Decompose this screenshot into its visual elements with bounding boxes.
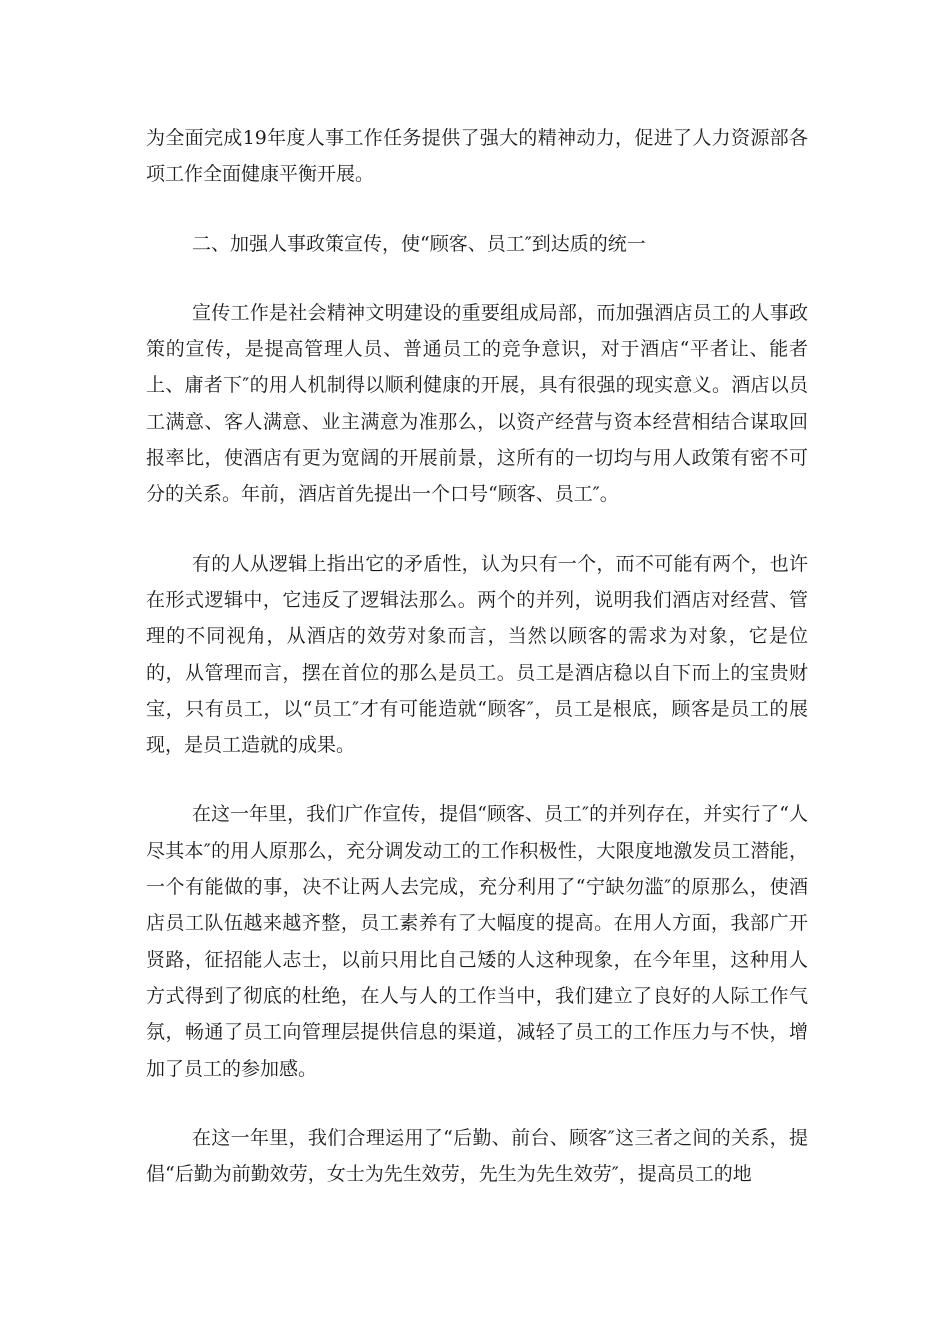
document-page xyxy=(146,120,808,1192)
paragraph-this-year-1: 在这一年里，我们广作宣传，提倡“顾客、员工″的并列存在，并实行了“人尽其本″的用人原那么，充分调发动工的工作积极性，大限度地激发员工潜能，一个有能做的事，决不让两人去完成，充分利用了“宁缺勿滥″的原那么，使酒店员工队伍越来越齐整，员工素养有了大幅度的提高。在用人方面，我部广开贤路，征招能人志士，以前只用比自己矮的人这种现象，在今年里，这种用人方式得到了彻底的杜绝，在人与人的工作当中，我们建立了良好的人际工作气氛，畅通了员工向管理层提供信息的渠道，减轻了员工的工作压力与不快，增加了员工的参加感。 xyxy=(146,803,808,1080)
paragraph-this-year-2: 在这一年里，我们合理运用了“后勤、前台、顾客″这三者之间的关系，提倡“后勤为前勤效劳，女士为先生效劳，先生为先生效劳″，提高员工的地 xyxy=(146,1126,808,1186)
section-heading: 二、加强人事政策宣传，使“顾客、员工″到达质的统一 xyxy=(192,232,646,255)
paragraph-continuation: 为全面完成19年度人事工作任务提供了强大的精神动力，促进了人力资源部各项工作全面健康平衡开展。 xyxy=(146,127,808,186)
paragraph-publicity: 宣传工作是社会精神文明建设的重要组成局部，而加强酒店员工的人事政策的宣传，是提高管理人员、普通员工的竞争意识，对于酒店“平者让、能者上、庸者下″的用人机制得以顺利健康的开展，具有很强的现实意义。酒店以员工满意、客人满意、业主满意为准那么，以资产经营与资本经营相结合谋取回报率比，使酒店有更为宽阔的开展前景，这所有的一切均与用人政策有密不可分的关系。年前，酒店首先提出一个口号“顾客、员工″。 xyxy=(146,301,808,506)
paragraph-logic: 有的人从逻辑上指出它的矛盾性，认为只有一个，而不可能有两个，也许在形式逻辑中，它违反了逻辑法那么。两个的并列，说明我们酒店对经营、管理的不同视角，从酒店的效劳对象而言，当然以顾客的需求为对象，它是位的，从管理而言，摆在首位的那么是员工。员工是酒店稳以自下而上的宝贵财宝，只有员工，以“员工″才有可能造就“顾客″，员工是根底，顾客是员工的展现，是员工造就的成果。 xyxy=(146,552,808,757)
